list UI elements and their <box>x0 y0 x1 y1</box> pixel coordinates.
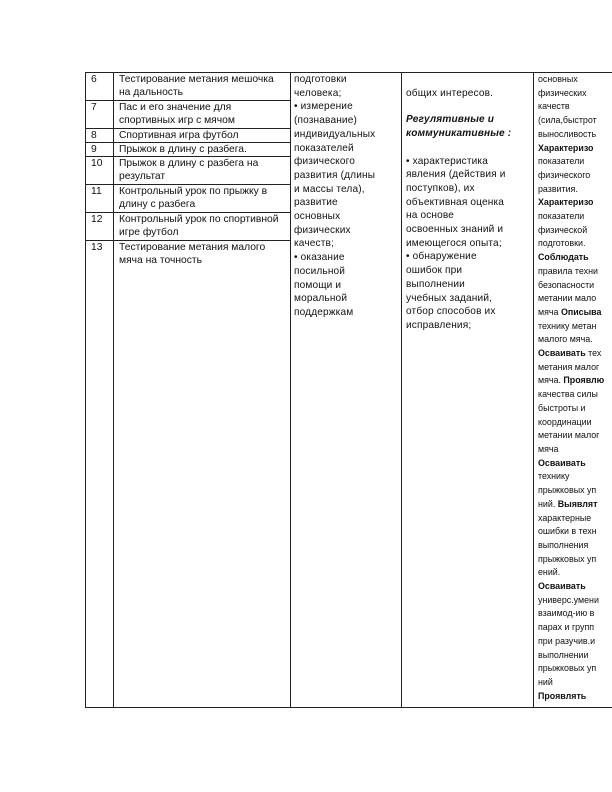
activity-line: взаимод-ию в <box>538 608 595 619</box>
activity-keyword: Осваивать <box>538 457 586 468</box>
lesson-number: 11 <box>91 186 102 197</box>
activity-line: метании мало <box>538 293 597 304</box>
activity-line: правила техни <box>538 265 598 276</box>
lesson-number: 6 <box>91 74 97 85</box>
activity-keyword: Описыва <box>560 306 602 317</box>
table-border-bottom <box>85 707 612 708</box>
activity-keyword: Осваивать <box>538 348 586 359</box>
meta-results-intro: общих интересов. <box>406 87 494 99</box>
activity-line: показатели <box>538 211 585 222</box>
activity-line <box>538 142 612 156</box>
activity-line: физической <box>538 224 588 235</box>
activity-line: ний. Выявлят <box>538 498 598 509</box>
lesson-topic: Контрольный урок по прыжку в длину с разбега <box>119 186 268 210</box>
lesson-plan-table <box>85 72 612 708</box>
lesson-topic: Прыжок в длину с разбега. <box>119 144 247 155</box>
activity-line: прыжковых уп <box>538 663 597 674</box>
activity-line: основных <box>538 74 578 84</box>
lesson-number: 9 <box>91 144 97 155</box>
lesson-number: 7 <box>91 102 97 113</box>
activity-line: мяча <box>538 443 559 454</box>
activity-line: мяча Описыва <box>538 306 602 317</box>
column-divider-topic <box>290 72 291 708</box>
activity-line <box>538 690 612 704</box>
activity-line: прыжковых уп <box>538 485 597 496</box>
activity-line: быстроты и <box>538 402 586 413</box>
activity-line: ний <box>538 676 553 687</box>
lesson-number: 13 <box>91 242 103 253</box>
activity-line: ошибки в техн <box>538 526 597 537</box>
activity-line: парах и групп <box>538 622 595 633</box>
activity-line: ений. <box>538 567 561 578</box>
activity-line <box>538 457 612 471</box>
activity-line: универс.умени <box>538 594 599 605</box>
activities-text <box>538 73 612 703</box>
lesson-number: 12 <box>91 214 103 225</box>
activity-line: выносливость <box>538 128 597 139</box>
meta-results-heading: Регулятивные и коммуникативные : <box>406 114 512 140</box>
personal-results-text: подготовки человека; • измерение (познавание) индивидуальных показателей физического развития (длины и массы тела), развитие основных физических качеств; • оказание посильной помощи и моральной поддержкам <box>294 74 376 318</box>
activity-line: мяча. Проявлю <box>538 375 605 386</box>
activity-keyword: Соблюдать <box>538 252 589 263</box>
lesson-topic: Спортивная игра футбол <box>119 130 239 141</box>
lesson-topic: Пас и его значение для спортивных игр с мячом <box>119 102 235 126</box>
activity-line <box>538 196 612 210</box>
activity-line: качеств <box>538 101 570 112</box>
activity-line: прыжковых уп <box>538 553 597 564</box>
activity-line: физических <box>538 87 587 98</box>
activity-line: подготовки. <box>538 238 586 249</box>
activity-line: характерные <box>538 512 592 523</box>
activity-line: метания малог <box>538 361 600 372</box>
lesson-topic: Тестирование метания мешочка на дальность <box>119 74 274 98</box>
activity-line: координации <box>538 416 592 427</box>
activity-line: при разучив.и <box>538 635 596 646</box>
activity-line: выполнении <box>538 649 589 660</box>
activity-keyword: Проявлю <box>563 375 605 386</box>
activity-line: качества силы <box>538 389 598 400</box>
activity-keyword: Характеризо <box>538 142 594 153</box>
activity-line: выполнения <box>538 539 589 550</box>
activity-line: малого мяча. <box>538 334 593 345</box>
activity-line <box>538 580 612 594</box>
activity-keyword: Осваивать <box>538 581 586 592</box>
activity-line: метании малог <box>538 430 600 441</box>
meta-results-cell <box>406 73 532 333</box>
lesson-topic: Контрольный урок по спортивной игре футбол <box>119 214 279 238</box>
column-divider-meta <box>533 72 534 708</box>
activity-line: (сила,быстрот <box>538 115 597 126</box>
activity-line: технику метан <box>538 320 597 331</box>
activity-keyword: Проявлять <box>538 690 587 701</box>
activity-keyword: Выявлят <box>557 498 598 509</box>
activity-line: показатели <box>538 156 585 167</box>
lesson-number: 10 <box>91 158 103 169</box>
activity-line: физического <box>538 169 591 180</box>
activity-line: безопасности <box>538 279 595 290</box>
activity-line: технику <box>538 471 570 482</box>
activity-line: Осваивать тех <box>538 348 602 359</box>
column-divider-num <box>113 72 114 708</box>
activity-keyword: Характеризо <box>538 197 594 208</box>
lesson-number: 8 <box>91 130 97 141</box>
activity-line: развития. <box>538 183 578 194</box>
table-border-left <box>85 72 86 708</box>
lesson-topic: Прыжок в длину с разбега на результат <box>119 158 259 182</box>
meta-results-text: • характеристика явления (действия и поступков), их объективная оценка на основе освоенных знаний и имеющегося опыта; • обнаружение ошибок при выполнении учебных заданий, отбор способов их исправления; <box>406 155 506 331</box>
lesson-topic: Тестирование метания малого мяча на точность <box>119 242 266 266</box>
activity-line <box>538 251 612 265</box>
